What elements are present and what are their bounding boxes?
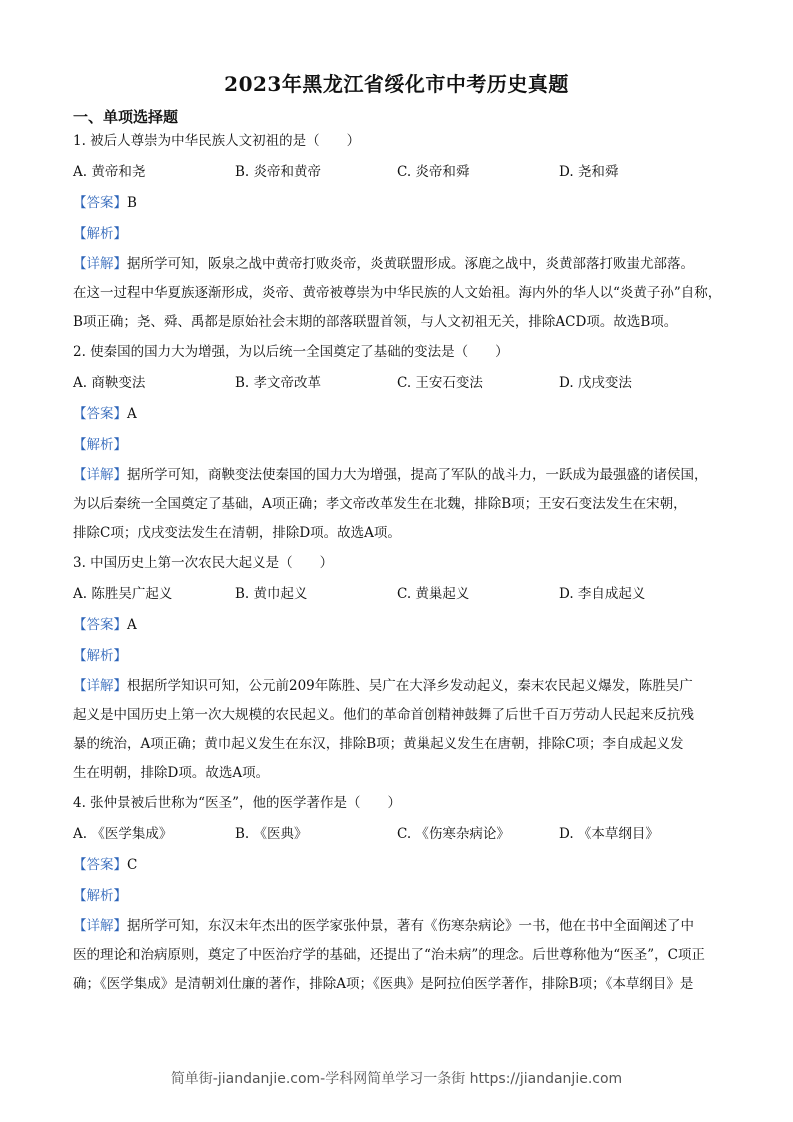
- option-b: B. 孝文帝改革: [235, 375, 322, 391]
- detail-line: [73, 730, 723, 759]
- answer-line: [73, 615, 723, 636]
- detail-line: [73, 250, 723, 279]
- question-stem: 2. 使秦国的国力大为增强，为以后统一全国奠定了基础的变法是（ ）: [73, 344, 509, 360]
- answer-tag: 【答案】: [73, 406, 127, 422]
- detail-line: [73, 941, 723, 970]
- question-stem: 4. 张仲景被后世称为“医圣”，他的医学著作是（ ）: [73, 795, 401, 811]
- option-a: A. 《医学集成》: [73, 826, 173, 842]
- analysis-line: [73, 646, 723, 667]
- detail-text: 在这一过程中华夏族逐渐形成，炎帝、黄帝被尊崇为中华民族的人文始祖。海内外的华人以“炎黄子孙”自称，: [73, 285, 722, 301]
- detail-tag: 【详解】: [73, 918, 127, 934]
- detail-line: [73, 308, 723, 337]
- answer-tag: 【答案】: [73, 617, 127, 633]
- question-block: [73, 131, 723, 337]
- detail-text: 生在明朝，排除D项。故选A项。: [73, 765, 270, 781]
- option-c: C. 王安石变法: [397, 375, 483, 391]
- detail-text: 起义是中国历史上第一次大规模的农民起义。他们的革命首创精神鼓舞了后世千百万劳动人民起来反抗残: [73, 707, 694, 723]
- detail-text: 据所学可知，东汉末年杰出的医学家张仲景，著有《伤寒杂病论》一书，他在书中全面阐述了中: [127, 918, 694, 934]
- answer-tag: 【答案】: [73, 195, 127, 211]
- detail-tag: 【详解】: [73, 256, 127, 272]
- answer-line: [73, 404, 723, 425]
- option-a: A. 黄帝和尧: [73, 164, 146, 180]
- footer-watermark: 简单街-jiandanjie.com-学科网简单学习一条街 https://jiandanjie.com: [170, 1071, 623, 1087]
- question-list: [73, 131, 723, 999]
- analysis-tag: 【解析】: [73, 226, 127, 242]
- detail-paragraph: [73, 250, 723, 337]
- detail-tag: 【详解】: [73, 678, 127, 694]
- answer-line: [73, 193, 723, 214]
- option-b: B. 《医典》: [235, 826, 308, 842]
- detail-paragraph: [73, 912, 723, 999]
- detail-line: [73, 701, 723, 730]
- answer-value: A: [127, 617, 137, 633]
- detail-paragraph: [73, 672, 723, 788]
- detail-text: 医的理论和治病原则，奠定了中医治疗学的基础，还提出了“治未病”的理念。后世尊称他为“医圣”，C项正: [73, 947, 705, 963]
- option-b: B. 黄巾起义: [235, 586, 308, 602]
- analysis-line: [73, 435, 723, 456]
- detail-tag: 【详解】: [73, 467, 127, 483]
- option-row: [73, 584, 723, 605]
- option-row: [73, 162, 723, 183]
- detail-line: [73, 279, 723, 308]
- option-d: D. 李自成起义: [559, 586, 646, 602]
- option-c: C. 《伤寒杂病论》: [397, 826, 510, 842]
- option-c: C. 黄巢起义: [397, 586, 470, 602]
- option-c: C. 炎帝和舜: [397, 164, 470, 180]
- question-block: [73, 793, 723, 999]
- option-d: D. 尧和舜: [559, 164, 619, 180]
- detail-text: 据所学可知，阪泉之战中黄帝打败炎帝，炎黄联盟形成。涿鹿之战中，炎黄部落打败蚩尤部落。: [127, 256, 694, 272]
- detail-text: 为以后秦统一全国奠定了基础，A项正确；孝文帝改革发生在北魏，排除B项；王安石变法发生在宋朝，: [73, 496, 687, 512]
- detail-line: [73, 461, 723, 490]
- analysis-line: [73, 886, 723, 907]
- question-block: [73, 553, 723, 788]
- option-b: B. 炎帝和黄帝: [235, 164, 322, 180]
- section-heading: 一、单项选择题: [73, 108, 179, 126]
- question-stem: 1. 被后人尊崇为中华民族人文初祖的是（ ）: [73, 133, 361, 149]
- answer-value: B: [127, 195, 137, 211]
- option-d: D. 《本草纲目》: [559, 826, 659, 842]
- answer-tag: 【答案】: [73, 857, 127, 873]
- answer-value: A: [127, 406, 137, 422]
- detail-text: 确；《医学集成》是清朝刘仕廉的著作，排除A项；《医典》是阿拉伯医学著作，排除B项；《本草纲目》是: [73, 976, 694, 992]
- page-title: 2023年黑龙江省绥化市中考历史真题: [224, 72, 569, 96]
- detail-text: B项正确；尧、舜、禹都是原始社会末期的部落联盟首领，与人文初祖无关，排除ACD项。故选B项。: [73, 314, 678, 330]
- detail-line: [73, 519, 723, 548]
- option-a: A. 陈胜吴广起义: [73, 586, 173, 602]
- option-d: D. 戊戌变法: [559, 375, 632, 391]
- analysis-line: [73, 224, 723, 245]
- detail-line: [73, 970, 723, 999]
- question-stem: 3. 中国历史上第一次农民大起义是（ ）: [73, 555, 334, 571]
- detail-text: 排除C项；戊戌变法发生在清朝，排除D项。故选A项。: [73, 525, 401, 541]
- option-row: [73, 824, 723, 845]
- detail-line: [73, 912, 723, 941]
- detail-text: 根据所学知识可知，公元前209年陈胜、吴广在大泽乡发动起义，秦末农民起义爆发，陈胜吴广: [127, 678, 693, 694]
- question-block: [73, 342, 723, 548]
- detail-text: 据所学可知，商鞅变法使秦国的国力大为增强，提高了军队的战斗力，一跃成为最强盛的诸侯国，: [127, 467, 708, 483]
- detail-line: [73, 672, 723, 701]
- detail-line: [73, 490, 723, 519]
- answer-value: C: [127, 857, 138, 873]
- answer-line: [73, 855, 723, 876]
- detail-text: 暴的统治，A项正确；黄巾起义发生在东汉，排除B项；黄巢起义发生在唐朝，排除C项；李自成起义发: [73, 736, 684, 752]
- analysis-tag: 【解析】: [73, 888, 127, 904]
- detail-line: [73, 759, 723, 788]
- detail-paragraph: [73, 461, 723, 548]
- option-row: [73, 373, 723, 394]
- analysis-tag: 【解析】: [73, 648, 127, 664]
- option-a: A. 商鞅变法: [73, 375, 146, 391]
- analysis-tag: 【解析】: [73, 437, 127, 453]
